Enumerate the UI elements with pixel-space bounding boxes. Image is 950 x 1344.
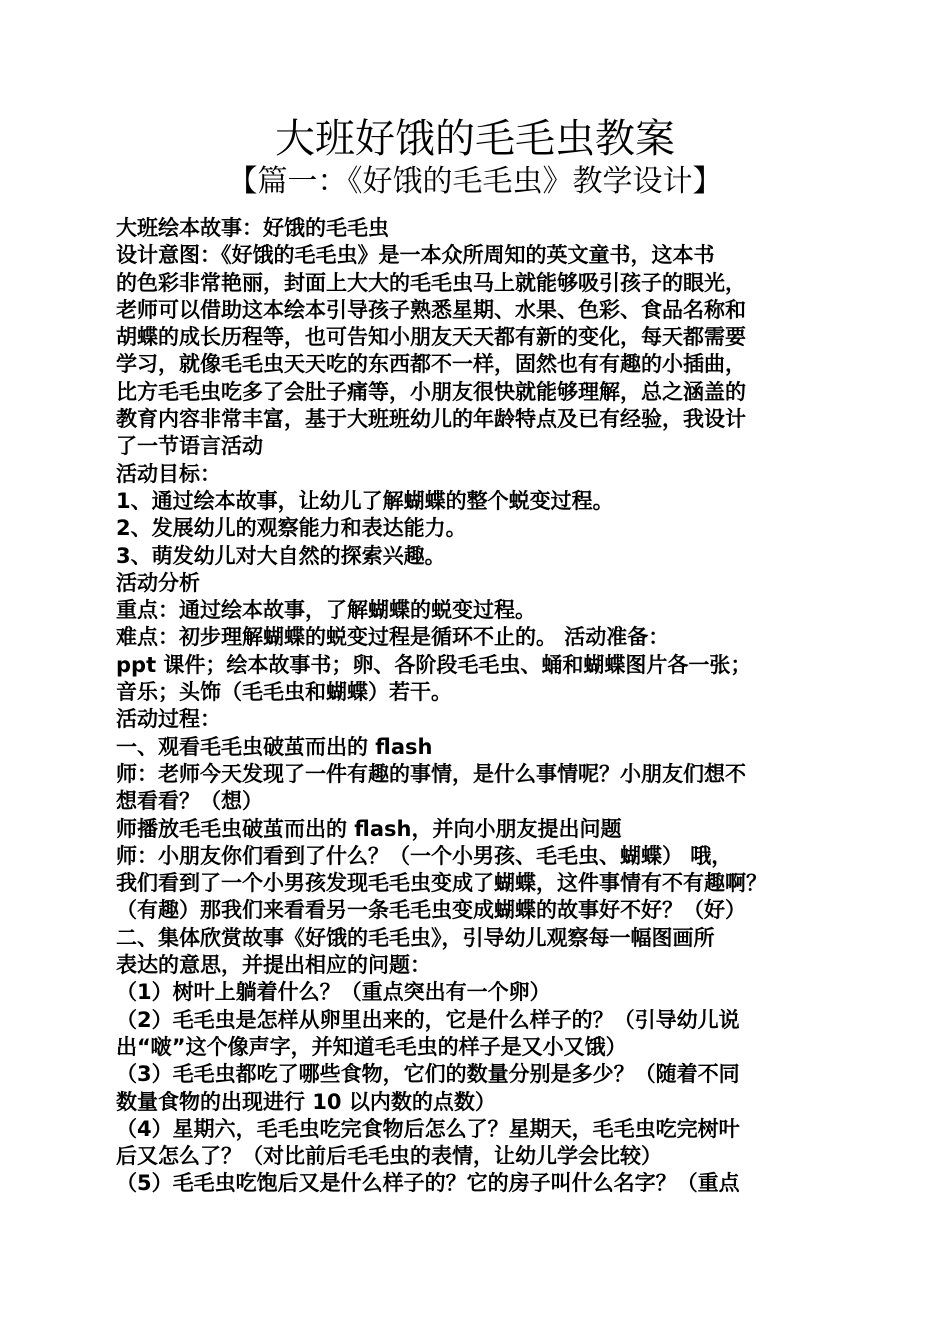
body-line: 老师可以借助这本绘本引导孩子熟悉星期、水果、色彩、食品名称和 [116, 297, 746, 322]
body-line: 我们看到了一个小男孩发现毛毛虫变成了蝴蝶，这件事情有不有趣啊？ [116, 871, 767, 896]
document-body [116, 215, 846, 1198]
body-line: 了一节语言活动 [116, 434, 263, 459]
body-line: 2、发展幼儿的观察能力和表达能力。 [116, 516, 467, 541]
body-line: 师播放毛毛虫破茧而出的 flash，并向小朋友提出问题 [116, 816, 622, 841]
document-title: 大班好饿的毛毛虫教案 [275, 116, 675, 162]
body-line: ppt 课件；绘本故事书；卵、各阶段毛毛虫、蛹和蝴蝶图片各一张； [116, 652, 752, 677]
body-line: 想看看？（想） [116, 789, 263, 814]
body-line: 师：小朋友你们看到了什么？（一个小男孩、毛毛虫、蝴蝶） 哦， [116, 843, 733, 868]
body-line: （2）毛毛虫是怎样从卵里出来的，它是什么样子的？（引导幼儿说 [116, 1007, 740, 1032]
body-line: （3）毛毛虫都吃了哪些食物，它们的数量分别是多少？（随着不同 [116, 1062, 740, 1087]
body-line: 表达的意思，并提出相应的问题： [116, 953, 431, 978]
body-line: 后又怎么了？（对比前后毛毛虫的表情，让幼儿学会比较） [116, 1144, 662, 1169]
body-line: 比方毛毛虫吃多了会肚子痛等，小朋友很快就能够理解，总之涵盖的 [116, 379, 746, 404]
body-line: 活动目标： [116, 461, 221, 486]
body-line: 活动分析 [116, 570, 200, 595]
body-line: 学习，就像毛毛虫天天吃的东西都不一样，固然也有有趣的小插曲， [116, 352, 746, 377]
body-line: 师：老师今天发现了一件有趣的事情，是什么事情呢？小朋友们想不 [116, 761, 746, 786]
body-line: 二、集体欣赏故事《好饿的毛毛虫》，引导幼儿观察每一幅图画所 [116, 925, 715, 950]
body-line: （4）星期六，毛毛虫吃完食物后怎么了？星期天，毛毛虫吃完树叶 [116, 1116, 740, 1141]
document-subtitle: 【篇一：《好饿的毛毛虫》教学设计】 [227, 164, 723, 199]
body-line: 的色彩非常艳丽，封面上大大的毛毛虫马上就能够吸引孩子的眼光， [116, 270, 746, 295]
body-line: 重点：通过绘本故事，了解蝴蝶的蜕变过程。 [116, 598, 536, 623]
body-line: 活动过程： [116, 707, 221, 732]
body-line: （有趣）那我们来看看另一条毛毛虫变成蝴蝶的故事好不好？（好） [116, 898, 746, 923]
body-line: 出“啵”这个像声字，并知道毛毛虫的样子是又小又饿） [116, 1034, 627, 1059]
body-line: 难点：初步理解蝴蝶的蜕变过程是循环不止的。 活动准备： [116, 625, 670, 650]
body-line: 设计意图：《好饿的毛毛虫》是一本众所周知的英文童书，这本书 [116, 243, 715, 268]
body-line: 胡蝶的成长历程等，也可告知小朋友天天都有新的变化，每天都需要 [116, 325, 746, 350]
body-line: 一、观看毛毛虫破茧而出的 flash [116, 734, 433, 759]
body-line: （5）毛毛虫吃饱后又是什么样子的？它的房子叫什么名字？（重点 [116, 1171, 740, 1196]
body-line: 音乐；头饰（毛毛虫和蝴蝶）若干。 [116, 680, 452, 705]
body-line: 教育内容非常丰富，基于大班班幼儿的年龄特点及已有经验，我设计 [116, 407, 746, 432]
body-line: 1、通过绘本故事，让幼儿了解蝴蝶的整个蜕变过程。 [116, 488, 614, 513]
body-line: （1）树叶上躺着什么？（重点突出有一个卵） [116, 980, 551, 1005]
body-line: 数量食物的出现进行 10 以内数的点数） [116, 1089, 496, 1114]
body-line: 3、萌发幼儿对大自然的探索兴趣。 [116, 543, 446, 568]
body-line: 大班绘本故事：好饿的毛毛虫 [116, 216, 389, 240]
